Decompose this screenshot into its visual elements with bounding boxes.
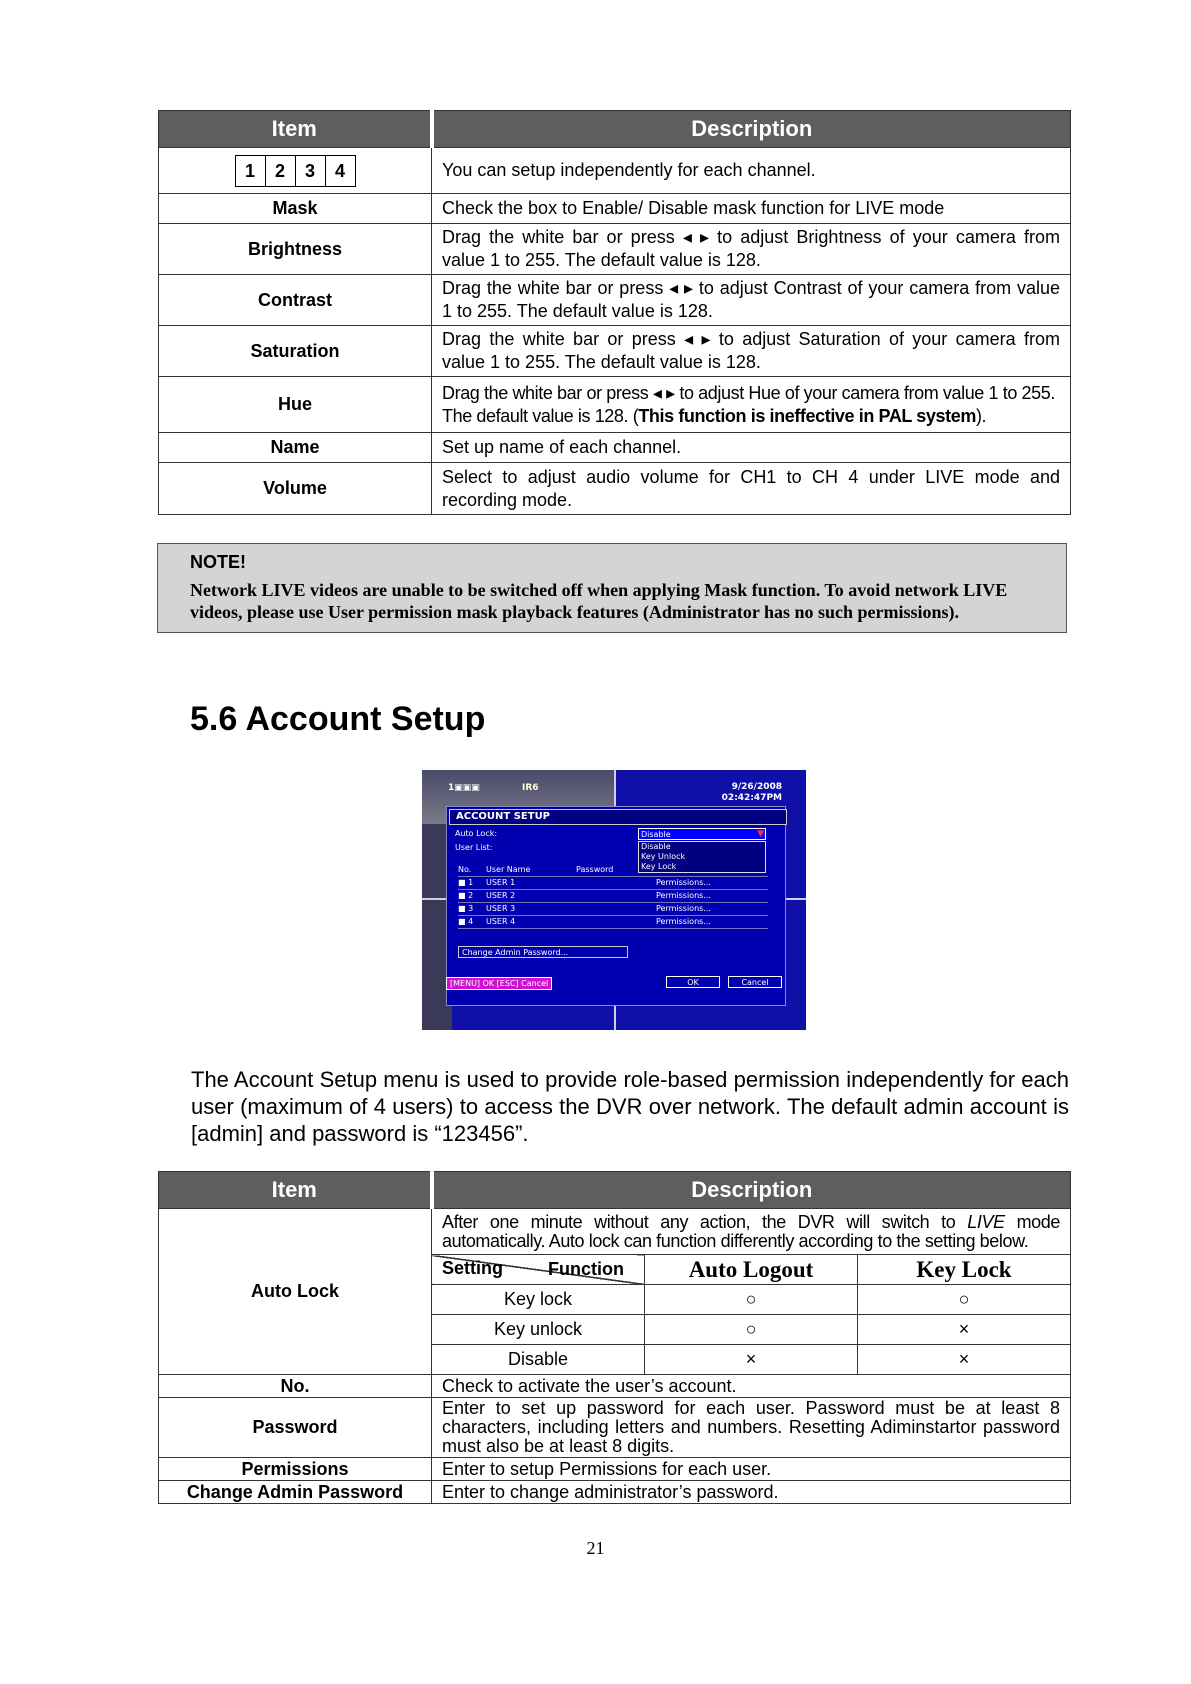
auto-logout-header: Auto Logout (645, 1255, 858, 1285)
cancel-button[interactable]: Cancel (728, 976, 782, 988)
auto-logout-cell: ○ (645, 1285, 858, 1315)
dropdown-option[interactable]: Disable (641, 842, 671, 851)
setting-cell: Disable (432, 1345, 645, 1375)
permissions-button[interactable]: Permissions... (656, 891, 711, 900)
row-label: Saturation (159, 326, 432, 377)
permissions-button[interactable]: Permissions... (656, 904, 711, 913)
user-no[interactable]: ■ 2 (458, 891, 474, 900)
channel-1: 1 (236, 156, 266, 186)
channel-description: You can setup independently for each channel. (432, 148, 1071, 194)
row-label: Brightness (159, 224, 432, 275)
channel-3: 3 (296, 156, 326, 186)
key-lock-cell: ○ (858, 1285, 1071, 1315)
row-description: Drag the white bar or press ◂ ▸ to adjust Brightness of your camera from value 1 to 255. The default value is 128. (432, 224, 1071, 275)
page-number: 21 (586, 1538, 605, 1558)
function-label: Function (548, 1259, 624, 1279)
video-settings-table (158, 110, 1071, 515)
setting-label: Setting (442, 1258, 503, 1278)
row-label: Password (159, 1398, 432, 1458)
key-lock-cell: × (858, 1315, 1071, 1345)
row-label: Mask (159, 194, 432, 224)
row-label: Permissions (159, 1458, 432, 1481)
dropdown-option[interactable]: Key Unlock (641, 852, 686, 861)
row-description: Check the box to Enable/ Disable mask function for LIVE mode (432, 194, 1071, 224)
row-label: Contrast (159, 275, 432, 326)
ok-button[interactable]: OK (666, 976, 720, 988)
date: 9/26/2008 (731, 782, 782, 792)
note-body: Network LIVE videos are unable to be switched off when applying Mask function. To avoid network LIVE videos, please use User permission mask playback features (Administrator has no such permissions). (190, 580, 1008, 622)
note-box (157, 543, 1067, 633)
hue-desc-a: Drag the white bar or press ◂ ▸ to adjust Hue of your camera from value 1 to 255. The default value is 128. ( (442, 382, 1055, 426)
row-description: Set up name of each channel. (432, 433, 1071, 463)
setting-cell: Key lock (432, 1285, 645, 1315)
column-header-description: Description (432, 111, 1071, 148)
row-label: Change Admin Password (159, 1481, 432, 1504)
column-header-item: Item (159, 111, 432, 148)
change-admin-password-button[interactable]: Change Admin Password... (458, 946, 628, 958)
row-description: Drag the white bar or press ◂ ▸ to adjust Saturation of your camera from value 1 to 255. The default value is 128. (432, 326, 1071, 377)
channel-2: 2 (266, 156, 296, 186)
row-label: Auto Lock (159, 1209, 432, 1375)
col-password: Password (576, 865, 614, 874)
section-title: 5.6 Account Setup (190, 700, 486, 738)
row-description: Drag the white bar or press ◂ ▸ to adjust Contrast of your camera from value 1 to 255. The default value is 128. (432, 275, 1071, 326)
auto-lock-label: Auto Lock: (455, 829, 498, 838)
ir-indicator: IR6 (522, 783, 539, 793)
row-description: Enter to setup Permissions for each user. (432, 1458, 1071, 1481)
auto-lock-description: After one minute without any action, the DVR will switch to LIVE mode automatically. Auto lock can function differently according to the setting below. (432, 1209, 1071, 1255)
user-list-header (458, 864, 768, 877)
hue-desc-b: ). (975, 405, 987, 426)
function-setting-header (432, 1255, 645, 1285)
user-row[interactable] (458, 877, 768, 890)
permissions-button[interactable]: Permissions... (656, 917, 711, 926)
auto-logout-cell: × (645, 1345, 858, 1375)
user-row[interactable] (458, 890, 768, 903)
user-name[interactable]: USER 3 (486, 904, 516, 913)
channel-status-icons: 1▣▣▣ (448, 783, 480, 793)
column-header-description: Description (432, 1172, 1071, 1209)
user-no[interactable]: ■ 4 (458, 917, 474, 926)
row-description: Enter to set up password for each user. Password must be at least 8 characters, including letters and numbers. Resetting Adiminstartor password must also be at least 8 digits. (432, 1398, 1071, 1458)
user-no[interactable]: ■ 3 (458, 904, 474, 913)
time: 02:42:47PM (721, 793, 782, 803)
user-name[interactable]: USER 4 (486, 917, 516, 926)
dropdown-option[interactable]: Key Lock (641, 862, 677, 871)
user-row[interactable] (458, 916, 768, 929)
note-title: NOTE! (190, 552, 246, 572)
row-description (432, 377, 1071, 433)
row-label: No. (159, 1375, 432, 1398)
row-description: Enter to change administrator’s password. (432, 1481, 1071, 1504)
row-description: Check to activate the user’s account. (432, 1375, 1071, 1398)
intro-paragraph: The Account Setup menu is used to provide role-based permission independently for each user (maximum of 4 users) to access the DVR over network. The default admin account is [admin] and password is “123456”. (191, 1067, 1069, 1146)
auto-logout-cell: ○ (645, 1315, 858, 1345)
col-user-name: User Name (486, 865, 531, 874)
column-header-item: Item (159, 1172, 432, 1209)
setting-cell: Key unlock (432, 1315, 645, 1345)
user-name[interactable]: USER 1 (486, 878, 516, 887)
dropdown-arrow-icon[interactable]: ▼ (757, 829, 764, 839)
channel-4: 4 (334, 160, 345, 181)
user-row[interactable] (458, 903, 768, 916)
channel-selector (159, 148, 432, 194)
row-label: Name (159, 433, 432, 463)
user-list-label: User List: (455, 843, 493, 852)
user-no[interactable]: ■ 1 (458, 878, 474, 887)
auto-lock-value: Disable (641, 830, 671, 839)
account-settings-table (158, 1171, 1071, 1504)
row-description: Select to adjust audio volume for CH1 to CH 4 under LIVE mode and recording mode. (432, 463, 1071, 515)
key-hint: [MENU] OK [ESC] Cancel (446, 977, 552, 990)
channel-boxes (235, 155, 356, 187)
user-list (458, 864, 768, 929)
dvr-account-setup-screenshot (422, 770, 806, 1030)
hue-desc-bold: This function is ineffective in PAL system (638, 405, 976, 426)
row-label: Volume (159, 463, 432, 515)
permissions-button[interactable]: Permissions... (656, 878, 711, 887)
col-no: No. (458, 865, 472, 874)
datetime (722, 782, 782, 804)
row-label: Hue (159, 377, 432, 433)
auto-lock-dropdown[interactable] (638, 828, 766, 840)
key-lock-cell: × (858, 1345, 1071, 1375)
key-lock-header: Key Lock (858, 1255, 1071, 1285)
user-name[interactable]: USER 2 (486, 891, 516, 900)
panel-title: ACCOUNT SETUP (449, 809, 787, 825)
